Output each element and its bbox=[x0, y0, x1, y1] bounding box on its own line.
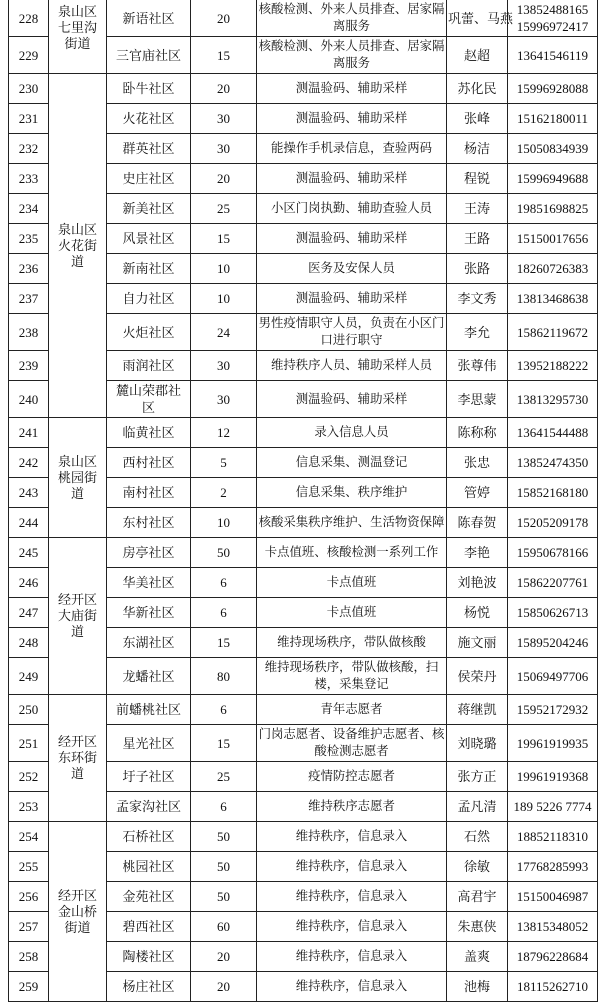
community-name: 龙蟠社区 bbox=[107, 658, 191, 695]
contact-person: 石然 bbox=[447, 822, 508, 852]
row-number: 254 bbox=[9, 822, 49, 852]
contact-person: 高君宇 bbox=[447, 882, 508, 912]
community-name: 东村社区 bbox=[107, 508, 191, 538]
row-number: 240 bbox=[9, 381, 49, 418]
volunteer-count: 6 bbox=[191, 695, 257, 725]
community-name: 西村社区 bbox=[107, 448, 191, 478]
community-name: 史庄社区 bbox=[107, 164, 191, 194]
work-content: 维持现场秩序，带队做核酸 bbox=[257, 628, 447, 658]
contact-person: 张忠 bbox=[447, 448, 508, 478]
community-name: 华美社区 bbox=[107, 568, 191, 598]
contact-person: 陈称称 bbox=[447, 418, 508, 448]
contact-phone: 13852488165 15996972417 bbox=[508, 0, 598, 37]
row-number: 248 bbox=[9, 628, 49, 658]
contact-phone: 15205209178 bbox=[508, 508, 598, 538]
contact-person: 侯荣丹 bbox=[447, 658, 508, 695]
contact-person: 刘晓璐 bbox=[447, 725, 508, 762]
community-name: 金苑社区 bbox=[107, 882, 191, 912]
contact-person: 张方正 bbox=[447, 762, 508, 792]
contact-phone: 15150046987 bbox=[508, 882, 598, 912]
contact-person: 程锐 bbox=[447, 164, 508, 194]
row-number: 255 bbox=[9, 852, 49, 882]
volunteer-count: 20 bbox=[191, 74, 257, 104]
row-number: 231 bbox=[9, 104, 49, 134]
volunteer-count: 12 bbox=[191, 418, 257, 448]
work-content: 青年志愿者 bbox=[257, 695, 447, 725]
community-name: 杨庄社区 bbox=[107, 972, 191, 1002]
contact-phone: 18796228684 bbox=[508, 942, 598, 972]
contact-phone: 13852474350 bbox=[508, 448, 598, 478]
contact-person: 施文丽 bbox=[447, 628, 508, 658]
volunteer-count: 15 bbox=[191, 37, 257, 74]
contact-person: 李文秀 bbox=[447, 284, 508, 314]
work-content: 核酸检测、外来人员排查、居家隔离服务 bbox=[257, 0, 447, 37]
contact-person: 刘艳波 bbox=[447, 568, 508, 598]
street-name: 经开区大庙街道 bbox=[49, 538, 107, 695]
community-name: 石桥社区 bbox=[107, 822, 191, 852]
work-content: 测温验码、辅助采样 bbox=[257, 104, 447, 134]
contact-phone: 15162180011 bbox=[508, 104, 598, 134]
work-content: 维持秩序人员、辅助采样人员 bbox=[257, 351, 447, 381]
volunteer-count: 2 bbox=[191, 478, 257, 508]
contact-person: 孟凡清 bbox=[447, 792, 508, 822]
work-content: 录入信息人员 bbox=[257, 418, 447, 448]
community-name: 三官庙社区 bbox=[107, 37, 191, 74]
volunteer-count: 15 bbox=[191, 725, 257, 762]
contact-person: 张峰 bbox=[447, 104, 508, 134]
work-content: 维持秩序，信息录入 bbox=[257, 822, 447, 852]
contact-person: 杨洁 bbox=[447, 134, 508, 164]
contact-person: 朱惠侠 bbox=[447, 912, 508, 942]
volunteer-count: 20 bbox=[191, 942, 257, 972]
volunteer-count: 15 bbox=[191, 224, 257, 254]
work-content: 信息采集、秩序维护 bbox=[257, 478, 447, 508]
volunteer-count: 30 bbox=[191, 381, 257, 418]
contact-person: 盖爽 bbox=[447, 942, 508, 972]
row-number: 249 bbox=[9, 658, 49, 695]
work-content: 维持秩序，信息录入 bbox=[257, 912, 447, 942]
row-number: 234 bbox=[9, 194, 49, 224]
work-content: 测温验码、辅助采样 bbox=[257, 164, 447, 194]
community-name: 前蟠桃社区 bbox=[107, 695, 191, 725]
volunteer-count: 24 bbox=[191, 314, 257, 351]
work-content: 测温验码、辅助采样 bbox=[257, 381, 447, 418]
contact-phone: 13815348052 bbox=[508, 912, 598, 942]
contact-phone: 189 5226 7774 bbox=[508, 792, 598, 822]
work-content: 卡点值班、核酸检测一系列工作 bbox=[257, 538, 447, 568]
contact-person: 王路 bbox=[447, 224, 508, 254]
volunteer-count: 6 bbox=[191, 598, 257, 628]
contact-phone: 15950678166 bbox=[508, 538, 598, 568]
table-row bbox=[9, 0, 598, 37]
row-number: 257 bbox=[9, 912, 49, 942]
contact-phone: 13813468638 bbox=[508, 284, 598, 314]
contact-phone: 15996928088 bbox=[508, 74, 598, 104]
contact-phone: 19851698825 bbox=[508, 194, 598, 224]
row-number: 237 bbox=[9, 284, 49, 314]
row-number: 238 bbox=[9, 314, 49, 351]
contact-person: 张路 bbox=[447, 254, 508, 284]
volunteer-count: 15 bbox=[191, 628, 257, 658]
contact-person: 巩蕾、马燕 bbox=[447, 0, 508, 37]
volunteer-count: 80 bbox=[191, 658, 257, 695]
community-name: 新语社区 bbox=[107, 0, 191, 37]
street-name: 泉山区火花街道 bbox=[49, 74, 107, 418]
volunteer-count: 10 bbox=[191, 508, 257, 538]
row-number: 228 bbox=[9, 0, 49, 37]
contact-person: 王涛 bbox=[447, 194, 508, 224]
row-number: 229 bbox=[9, 37, 49, 74]
work-content: 小区门岗执勤、辅助查验人员 bbox=[257, 194, 447, 224]
table-row bbox=[9, 538, 598, 568]
contact-person: 李艳 bbox=[447, 538, 508, 568]
row-number: 250 bbox=[9, 695, 49, 725]
row-number: 245 bbox=[9, 538, 49, 568]
community-name: 火花社区 bbox=[107, 104, 191, 134]
street-name: 经开区东环街道 bbox=[49, 695, 107, 822]
contact-phone: 15150017656 bbox=[508, 224, 598, 254]
contact-person: 张尊伟 bbox=[447, 351, 508, 381]
volunteer-count: 5 bbox=[191, 448, 257, 478]
community-name: 桃园社区 bbox=[107, 852, 191, 882]
volunteer-count: 10 bbox=[191, 284, 257, 314]
volunteer-count: 60 bbox=[191, 912, 257, 942]
volunteer-count: 10 bbox=[191, 254, 257, 284]
volunteer-count: 25 bbox=[191, 194, 257, 224]
community-name: 临黄社区 bbox=[107, 418, 191, 448]
contact-phone: 15862119672 bbox=[508, 314, 598, 351]
row-number: 247 bbox=[9, 598, 49, 628]
work-content: 男性疫情职守人员，负责在小区门口进行职守 bbox=[257, 314, 447, 351]
community-name: 麓山荣郡社区 bbox=[107, 381, 191, 418]
street-name: 泉山区七里沟街道 bbox=[49, 0, 107, 74]
community-name: 圩子社区 bbox=[107, 762, 191, 792]
community-name: 房亭社区 bbox=[107, 538, 191, 568]
community-name: 南村社区 bbox=[107, 478, 191, 508]
volunteer-count: 30 bbox=[191, 134, 257, 164]
community-name: 雨润社区 bbox=[107, 351, 191, 381]
community-name: 华新社区 bbox=[107, 598, 191, 628]
street-name: 经开区金山桥街道 bbox=[49, 822, 107, 1002]
contact-phone: 18115262710 bbox=[508, 972, 598, 1002]
volunteer-needs-table bbox=[8, 0, 598, 1002]
work-content: 测温验码、辅助采样 bbox=[257, 224, 447, 254]
community-name: 新美社区 bbox=[107, 194, 191, 224]
contact-phone: 13813295730 bbox=[508, 381, 598, 418]
contact-phone: 15850626713 bbox=[508, 598, 598, 628]
community-name: 火炬社区 bbox=[107, 314, 191, 351]
community-name: 卧牛社区 bbox=[107, 74, 191, 104]
volunteer-count: 50 bbox=[191, 882, 257, 912]
work-content: 核酸检测、外来人员排查、居家隔离服务 bbox=[257, 37, 447, 74]
contact-phone: 13641546119 bbox=[508, 37, 598, 74]
work-content: 测温验码、辅助采样 bbox=[257, 284, 447, 314]
volunteer-count: 25 bbox=[191, 762, 257, 792]
contact-person: 管婷 bbox=[447, 478, 508, 508]
work-content: 医务及安保人员 bbox=[257, 254, 447, 284]
contact-person: 李允 bbox=[447, 314, 508, 351]
volunteer-count: 50 bbox=[191, 852, 257, 882]
row-number: 244 bbox=[9, 508, 49, 538]
row-number: 233 bbox=[9, 164, 49, 194]
work-content: 测温验码、辅助采样 bbox=[257, 74, 447, 104]
work-content: 卡点值班 bbox=[257, 568, 447, 598]
community-name: 碧西社区 bbox=[107, 912, 191, 942]
contact-phone: 17768285993 bbox=[508, 852, 598, 882]
volunteer-count: 20 bbox=[191, 0, 257, 37]
community-name: 群英社区 bbox=[107, 134, 191, 164]
row-number: 258 bbox=[9, 942, 49, 972]
work-content: 维持现场秩序，带队做核酸，扫楼，采集登记 bbox=[257, 658, 447, 695]
volunteer-count: 30 bbox=[191, 104, 257, 134]
row-number: 235 bbox=[9, 224, 49, 254]
street-name: 泉山区桃园街道 bbox=[49, 418, 107, 538]
contact-person: 李思蒙 bbox=[447, 381, 508, 418]
work-content: 门岗志愿者、设备维护志愿者、核酸检测志愿者 bbox=[257, 725, 447, 762]
row-number: 241 bbox=[9, 418, 49, 448]
row-number: 252 bbox=[9, 762, 49, 792]
row-number: 259 bbox=[9, 972, 49, 1002]
contact-phone: 13952188222 bbox=[508, 351, 598, 381]
contact-phone: 15050834939 bbox=[508, 134, 598, 164]
contact-phone: 15852168180 bbox=[508, 478, 598, 508]
community-name: 自力社区 bbox=[107, 284, 191, 314]
volunteer-count: 6 bbox=[191, 792, 257, 822]
row-number: 243 bbox=[9, 478, 49, 508]
row-number: 251 bbox=[9, 725, 49, 762]
row-number: 253 bbox=[9, 792, 49, 822]
table-row bbox=[9, 822, 598, 852]
work-content: 维持秩序，信息录入 bbox=[257, 972, 447, 1002]
row-number: 242 bbox=[9, 448, 49, 478]
row-number: 230 bbox=[9, 74, 49, 104]
community-name: 孟家沟社区 bbox=[107, 792, 191, 822]
contact-phone: 18852118310 bbox=[508, 822, 598, 852]
row-number: 256 bbox=[9, 882, 49, 912]
table-body bbox=[9, 0, 598, 1002]
table-row bbox=[9, 418, 598, 448]
work-content: 疫情防控志愿者 bbox=[257, 762, 447, 792]
work-content: 核酸采集秩序维护、生活物资保障 bbox=[257, 508, 447, 538]
contact-phone: 18260726383 bbox=[508, 254, 598, 284]
contact-phone: 15996949688 bbox=[508, 164, 598, 194]
community-name: 星光社区 bbox=[107, 725, 191, 762]
volunteer-count: 20 bbox=[191, 972, 257, 1002]
work-content: 信息采集、测温登记 bbox=[257, 448, 447, 478]
row-number: 236 bbox=[9, 254, 49, 284]
row-number: 239 bbox=[9, 351, 49, 381]
contact-phone: 15952172932 bbox=[508, 695, 598, 725]
volunteer-count: 50 bbox=[191, 822, 257, 852]
work-content: 维持秩序志愿者 bbox=[257, 792, 447, 822]
row-number: 232 bbox=[9, 134, 49, 164]
work-content: 卡点值班 bbox=[257, 598, 447, 628]
volunteer-count: 30 bbox=[191, 351, 257, 381]
work-content: 维持秩序，信息录入 bbox=[257, 942, 447, 972]
contact-phone: 15862207761 bbox=[508, 568, 598, 598]
volunteer-count: 6 bbox=[191, 568, 257, 598]
volunteer-count: 20 bbox=[191, 164, 257, 194]
work-content: 维持秩序，信息录入 bbox=[257, 882, 447, 912]
community-name: 东湖社区 bbox=[107, 628, 191, 658]
contact-phone: 19961919368 bbox=[508, 762, 598, 792]
work-content: 维持秩序，信息录入 bbox=[257, 852, 447, 882]
work-content: 能操作手机录信息，查验两码 bbox=[257, 134, 447, 164]
volunteer-count: 50 bbox=[191, 538, 257, 568]
contact-phone: 15895204246 bbox=[508, 628, 598, 658]
contact-person: 蒋继凯 bbox=[447, 695, 508, 725]
community-name: 风景社区 bbox=[107, 224, 191, 254]
table-row bbox=[9, 74, 598, 104]
contact-person: 池梅 bbox=[447, 972, 508, 1002]
community-name: 新南社区 bbox=[107, 254, 191, 284]
contact-phone: 15069497706 bbox=[508, 658, 598, 695]
contact-person: 陈春贺 bbox=[447, 508, 508, 538]
contact-person: 赵超 bbox=[447, 37, 508, 74]
contact-person: 苏化民 bbox=[447, 74, 508, 104]
table-row bbox=[9, 695, 598, 725]
contact-person: 杨悦 bbox=[447, 598, 508, 628]
contact-person: 徐敏 bbox=[447, 852, 508, 882]
contact-phone: 19961919935 bbox=[508, 725, 598, 762]
contact-phone: 13641544488 bbox=[508, 418, 598, 448]
community-name: 陶楼社区 bbox=[107, 942, 191, 972]
row-number: 246 bbox=[9, 568, 49, 598]
